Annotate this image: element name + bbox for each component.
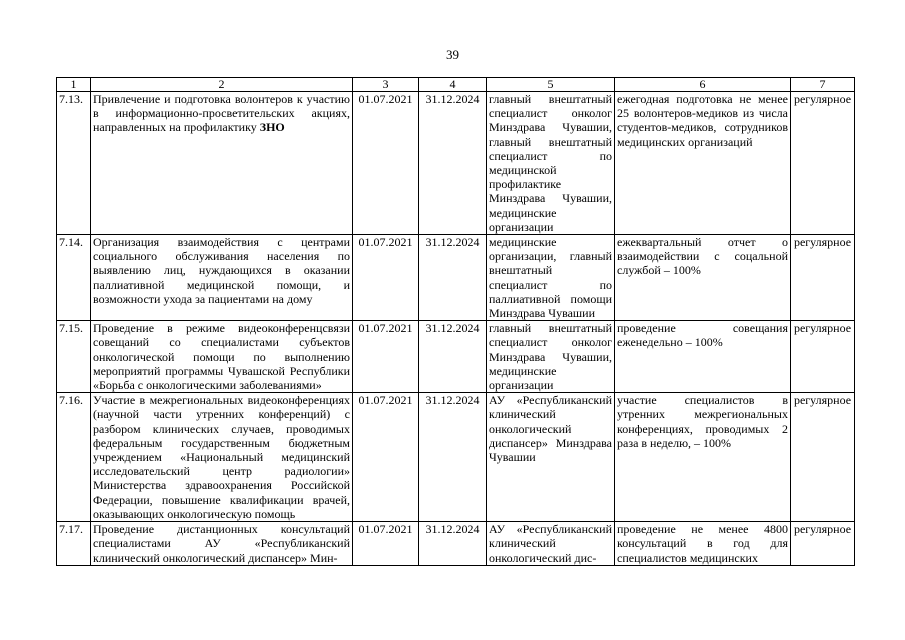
responsible: главный внештатный специалист онколог Минздрава Чувашии, медицинские организации [487,321,615,393]
end-date: 31.12.2024 [419,393,487,522]
periodicity: регулярное [791,92,855,235]
table-row [57,522,855,566]
event-description: Организация взаимодействия с центрами социального обслуживания населения по выявлению лиц, нуждающихся в оказании паллиативной медицинской помощи, и возможности ухода за пациентами на дому [91,235,353,321]
start-date: 01.07.2021 [353,92,419,235]
start-date: 01.07.2021 [353,321,419,393]
event-description [91,92,353,235]
event-description: Проведение в режиме видеоконференцсвязи совещаний со специалистами субъектов онкологической помощи по выполнению мероприятий программы Чувашской Республики «Борьба с онкологическими заболеваниями» [91,321,353,393]
periodicity: регулярное [791,321,855,393]
indicator: проведение совещания еженедельно – 100% [615,321,791,393]
start-date: 01.07.2021 [353,393,419,522]
row-number: 7.17. [57,522,91,566]
row-number: 7.15. [57,321,91,393]
column-header: 1 [57,78,91,92]
periodicity: регулярное [791,393,855,522]
row-number: 7.14. [57,235,91,321]
indicator: участие специалистов в утренних межрегиональных конференциях, проводимых 2 раза в неделю, – 100% [615,393,791,522]
column-header: 4 [419,78,487,92]
end-date: 31.12.2024 [419,522,487,566]
responsible: медицинские организации, главный внештатный специалист по паллиативной помощи Минздрава Чувашии [487,235,615,321]
responsible: АУ «Республиканский клинический онкологический диспансер» Минздрава Чувашии [487,393,615,522]
column-header: 7 [791,78,855,92]
row-number: 7.16. [57,393,91,522]
end-date: 31.12.2024 [419,235,487,321]
page-number: 39 [446,47,459,62]
indicator: ежеквартальный отчет о взаимодействии с соцальной службой – 100% [615,235,791,321]
periodicity: регулярное [791,235,855,321]
event-description: Участие в межрегиональных видеоконференциях (научной части утренних конференций) с разбором клинических случаев, проводимых федеральным государственным бюджетным учреждением «Национальный медицинский исследовательский центр радиологии» Министерства здравоохранения Российской Федерации, повышение квалификации врачей, оказывающих онкологическую помощь [91,393,353,522]
responsible: АУ «Республиканский клинический онкологический дис- [487,522,615,566]
end-date: 31.12.2024 [419,92,487,235]
row-number: 7.13. [57,92,91,235]
table-row [57,92,855,235]
indicator: проведение не менее 4800 консультаций в год для специалистов медицинских [615,522,791,566]
event-text: Привлечение и подготовка волонтеров к участию в информационно-просветительских акциях, направленных на профилактику [93,92,350,135]
event-text-bold: ЗНО [259,120,285,135]
responsible: главный внештатный специалист онколог Минздрава Чувашии, главный внештатный специалист по медицинской профилактике Минздрава Чувашии, медицинские организации [487,92,615,235]
table-row [57,235,855,321]
measures-table [56,77,855,566]
column-header: 3 [353,78,419,92]
column-header: 2 [91,78,353,92]
table-row [57,393,855,522]
periodicity: регулярное [791,522,855,566]
column-header: 6 [615,78,791,92]
event-description: Проведение дистанционных консультаций специалистами АУ «Республиканский клинический онкологический диспансер» Мин- [91,522,353,566]
start-date: 01.07.2021 [353,522,419,566]
column-header: 5 [487,78,615,92]
table-header-row [57,78,855,92]
end-date: 31.12.2024 [419,321,487,393]
start-date: 01.07.2021 [353,235,419,321]
indicator: ежегодная подготовка не менее 25 волонтеров-медиков из числа студентов-медиков, сотрудников медицинских организаций [615,92,791,235]
table-row [57,321,855,393]
